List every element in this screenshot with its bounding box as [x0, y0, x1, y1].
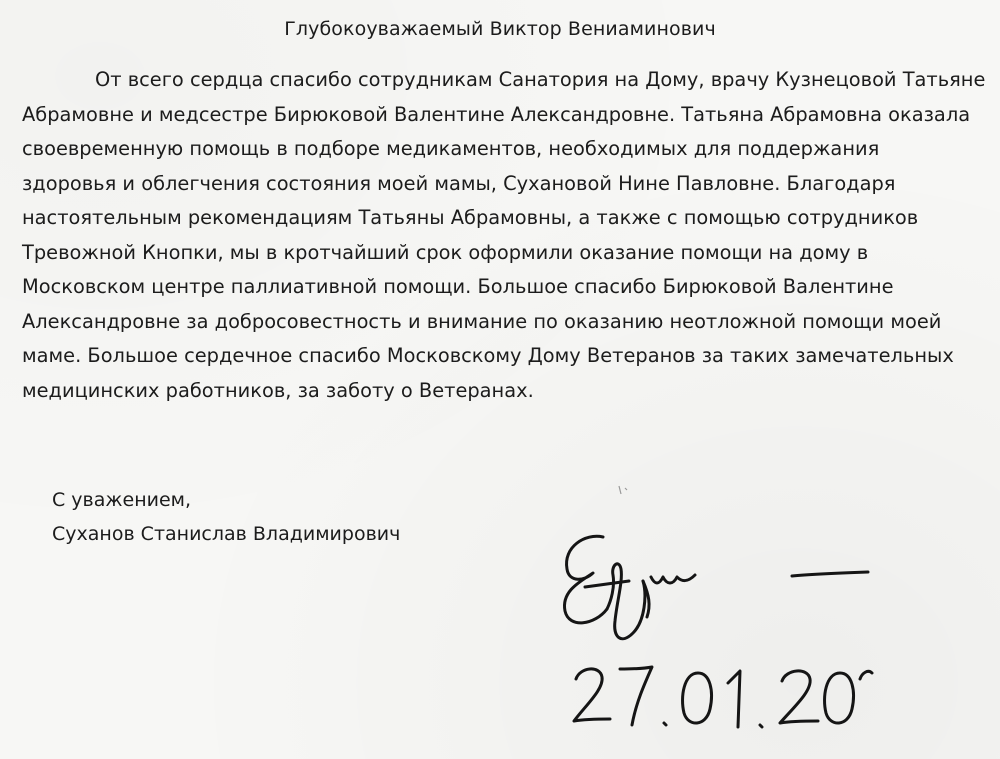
salutation: Глубокоуважаемый Виктор Вениаминович: [284, 18, 716, 40]
body-line: Московском центре паллиативной помощи. Большое спасибо Бирюковой Валентине: [22, 275, 894, 298]
body-line: Тревожной Кнопки, мы в кротчайший срок оформили оказание помощи на дому в: [22, 240, 869, 264]
signature-dash: [790, 560, 870, 590]
paper-speck: [615, 478, 645, 498]
body-line: От всего сердца спасибо сотрудникам Санатория на Дому, врачу Кузнецовой Татьяне: [95, 68, 986, 91]
handwritten-date-drawing: [560, 645, 900, 735]
body-line: Александровне за добросовестность и внимание по оказанию неотложной помощи моей: [22, 309, 942, 333]
body-line: здоровья и облегчения состояния моей мамы, Сухановой Нине Павловне. Благодаря: [22, 171, 896, 195]
body-line: медицинских работников, за заботу о Ветеранах.: [22, 378, 534, 402]
handwritten-date: [560, 645, 900, 735]
body-line: маме. Большое сердечное спасибо Московскому Дому Ветеранов за таких замечательных: [22, 344, 954, 367]
closing-phrase: С уважением,: [52, 489, 192, 511]
body-line: своевременную помощь в подборе медикаментов, необходимых для поддержания: [22, 137, 880, 160]
closing-block: [52, 483, 400, 551]
body-line: настоятельным рекомендациям Татьяны Абрамовны, а также с помощью сотрудников: [22, 206, 919, 229]
body-line: Абрамовне и медсестре Бирюковой Валентине Александровне. Татьяна Абрамовна оказала: [22, 102, 971, 126]
letter-body: [22, 63, 986, 408]
sender-name: Суханов Станислав Владимирович: [52, 523, 401, 545]
